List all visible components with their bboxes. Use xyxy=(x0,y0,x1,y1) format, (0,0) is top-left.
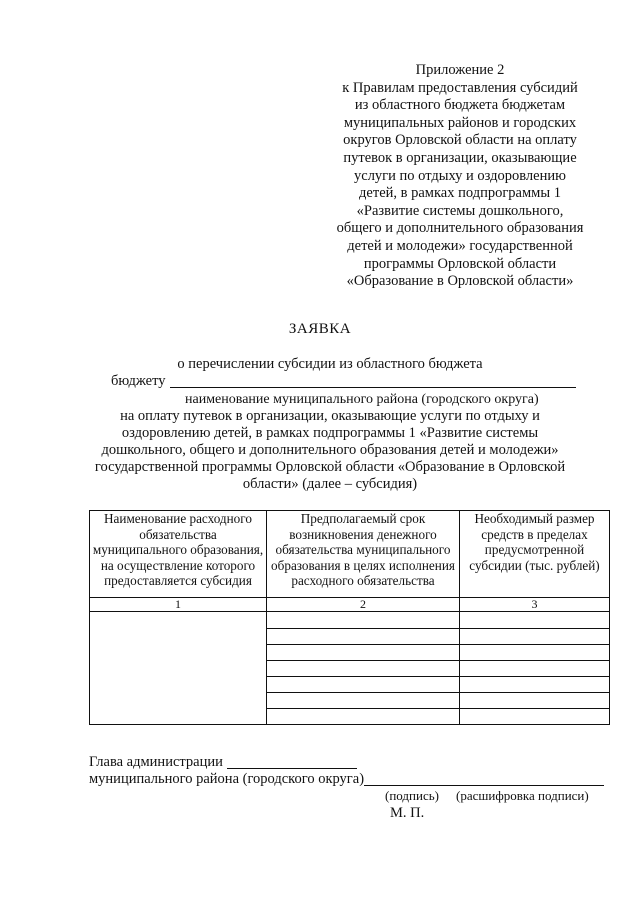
stamp-mark: М. П. xyxy=(390,805,425,821)
budget-label: бюджету xyxy=(111,373,166,389)
appendix-line: к Правилам предоставления субсидий xyxy=(342,79,578,96)
document-title: ЗАЯВКА xyxy=(288,321,352,337)
budget-name-underline xyxy=(170,387,576,388)
appendix-line: «Образование в Орловской области» xyxy=(346,273,574,290)
appendix-header xyxy=(310,62,610,291)
request-table xyxy=(89,510,610,725)
signature-line-1: Глава администрации xyxy=(89,754,223,770)
decode-caption: (расшифровка подписи) xyxy=(456,788,589,803)
request-line-5: государственной программы Орловской области «Образование в Орловской xyxy=(94,459,566,475)
appendix-line: Приложение 2 xyxy=(415,62,505,78)
request-line-1: о перечислении субсидии из областного бюджета xyxy=(177,356,483,372)
appendix-line: детей, в рамках подпрограммы 1 xyxy=(359,185,561,202)
appendix-line: путевок в организации, оказывающие xyxy=(343,149,577,166)
appendix-line: услуги по отдыху и оздоровлению xyxy=(354,167,566,184)
appendix-line: округов Орловской области на оплату xyxy=(343,132,577,149)
request-line-2: на оплату путевок в организации, оказывающие услуги по отдыху и xyxy=(120,408,540,424)
col1-number: 1 xyxy=(90,598,267,612)
col1-cell xyxy=(90,612,267,725)
request-line-4: дошкольного, общего и дополнительного образования детей и молодежи» xyxy=(101,442,559,458)
table-header-row xyxy=(90,511,610,598)
appendix-line: из областного бюджета бюджетам xyxy=(354,97,566,114)
signature-underline-2 xyxy=(364,785,604,786)
col2-cell xyxy=(267,612,460,725)
col3-header: Необходимый размер средств в пределах предусмотренной субсидии (тыс. рублей) xyxy=(460,511,610,598)
table-body-row xyxy=(90,612,610,725)
signature-underline-1 xyxy=(227,768,357,769)
col3-number: 3 xyxy=(460,598,610,612)
sign-caption: (подпись) xyxy=(385,788,439,803)
col1-header: Наименование расходного обязательства муниципального образования, на осуществление которого предоставляется субсидия xyxy=(90,511,267,598)
budget-caption: наименование муниципального района (городского округа) xyxy=(185,392,539,407)
table-number-row xyxy=(90,598,610,612)
col3-cell xyxy=(460,612,610,725)
request-line-6: области» (далее – субсидия) xyxy=(242,476,418,492)
appendix-line: муниципальных районов и городских xyxy=(343,114,577,131)
col2-header: Предполагаемый срок возникновения денежного обязательства муниципального образования в целях исполнения расходного обязательства xyxy=(267,511,460,598)
appendix-line: детей и молодежи» государственной xyxy=(347,237,573,254)
request-line-3: оздоровлению детей, в рамках подпрограммы 1 «Развитие системы xyxy=(121,425,539,441)
signature-line-2: муниципального района (городского округа) xyxy=(89,771,365,787)
appendix-line: программы Орловской области xyxy=(363,255,557,272)
col2-number: 2 xyxy=(267,598,460,612)
appendix-line: «Развитие системы дошкольного, xyxy=(356,202,564,219)
appendix-line: общего и дополнительного образования xyxy=(336,220,584,237)
